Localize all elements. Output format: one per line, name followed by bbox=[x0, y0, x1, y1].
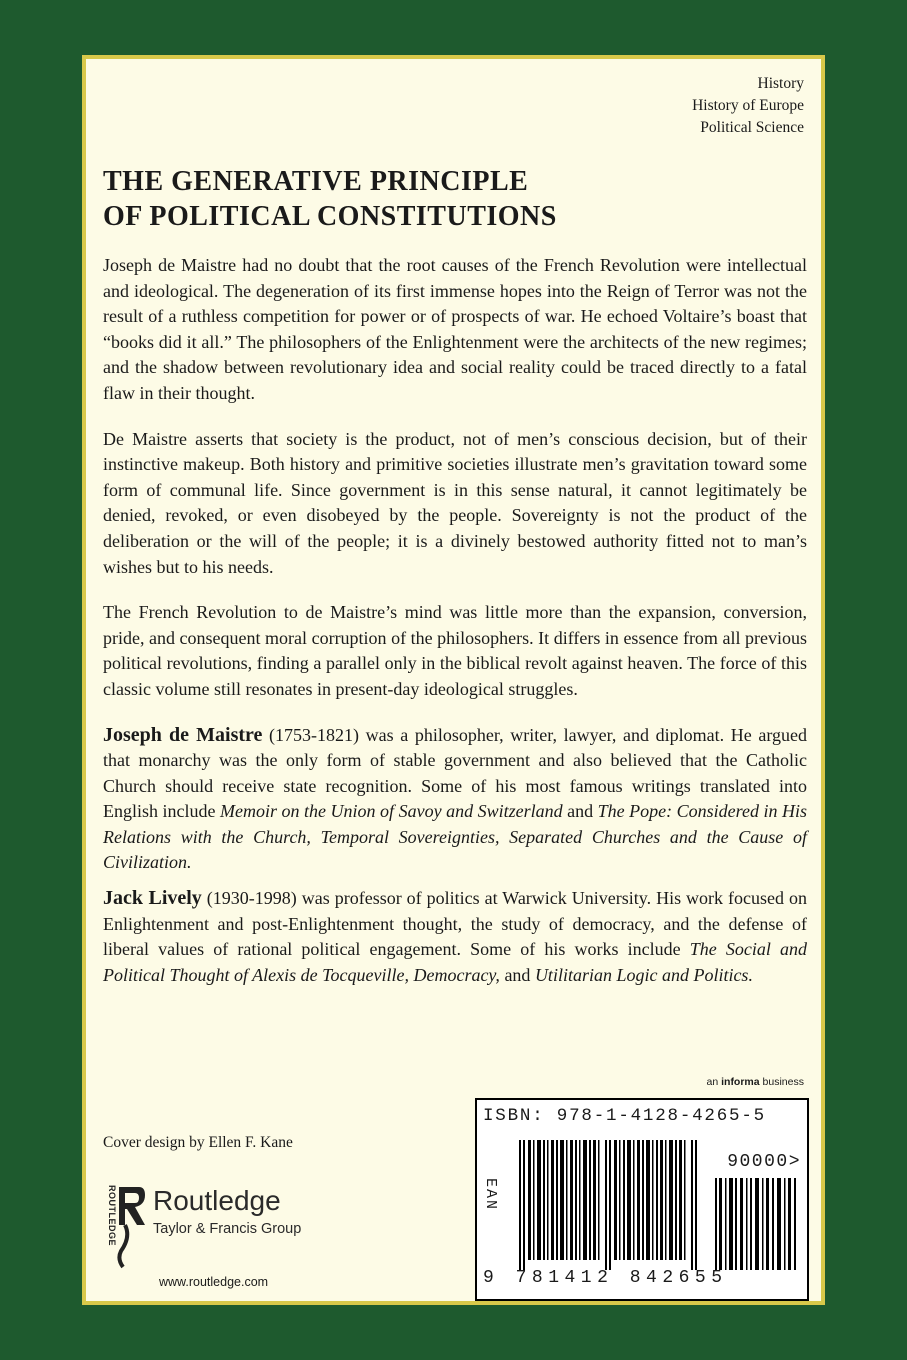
author-work-2: The Pope: Considered in His Relations with the Church, Temporal Sovereignties, Separated Churches and the Cause of Civilization. bbox=[103, 801, 807, 873]
subject-list bbox=[692, 73, 804, 139]
isbn-text: ISBN: 978-1-4128-4265-5 bbox=[483, 1106, 766, 1126]
publisher-url: www.routledge.com bbox=[159, 1275, 269, 1289]
subject-history: History bbox=[757, 75, 804, 92]
price-barcode-bars bbox=[715, 1178, 799, 1270]
blurb-paragraph-1: Joseph de Maistre had no doubt that the root causes of the French Revolution were intellectual and ideological. The degeneration of its first immense hopes into the Reign of Terror was not the result of a ruthless competition for power or of prospects of war. He echoed Voltaire’s boast that “books did it all.” The philosophers of the Enlightenment were the architects of the new regimes; and the shadow between revolutionary idea and social reality could be traced directly to a fatal flaw in their thought. bbox=[103, 255, 807, 403]
editor-bio bbox=[103, 886, 807, 988]
price-code: 90000> bbox=[727, 1152, 801, 1172]
author-bio-text-1: (1753-1821) was a philosopher, writer, lawyer, and diplomat. He argued that monarchy was the only form of stable government and also believed that the Catholic Church should receive state recognition. Some of his most famous writings translated into English include bbox=[103, 724, 807, 822]
barcode-panel bbox=[475, 1098, 809, 1301]
ean-digits: 9 781412 842655 bbox=[483, 1268, 728, 1288]
blurb bbox=[103, 253, 807, 998]
cover-credit: Cover design by Ellen F. Kane bbox=[103, 1134, 293, 1151]
blurb-paragraph-3: The French Revolution to de Maistre’s mind was little more than the expansion, conversion, pride, and consequent moral corruption of the philosophers. It differs in essence from all previous political revolutions, finding a parallel only in the biblical revolt against heaven. The force of this classic volume still resonates in present-day ideological struggles. bbox=[103, 602, 807, 699]
svg-text:ROUTLEDGE: ROUTLEDGE bbox=[107, 1185, 117, 1247]
ean-barcode-bars bbox=[519, 1140, 699, 1270]
informa-prefix: an bbox=[706, 1076, 719, 1088]
editor-works-1: The Social and Political Thought of Alexis de Tocqueville, Democracy, bbox=[103, 939, 807, 985]
editor-bio-text-1: (1930-1998) was professor of politics at Warwick University. His work focused on Enlightenment and post-Enlightenment thought, the study of democracy, and the defense of liberal values of rational political engagement. Some of his works include bbox=[103, 888, 807, 960]
book-title bbox=[103, 164, 803, 234]
back-cover bbox=[82, 55, 825, 1305]
subject-history-of-europe: History of Europe bbox=[692, 97, 804, 114]
informa-tagline bbox=[707, 1076, 805, 1088]
author-bio-text-2: and bbox=[562, 801, 598, 822]
author-bio bbox=[103, 723, 807, 877]
editor-bio-text-2: and bbox=[499, 964, 535, 985]
title-line-2: OF POLITICAL CONSTITUTIONS bbox=[103, 201, 557, 232]
ean-label: EAN bbox=[482, 1178, 499, 1212]
informa-suffix: business bbox=[762, 1076, 804, 1088]
author-name: Joseph de Maistre bbox=[103, 723, 263, 746]
blurb-paragraph-2: De Maistre asserts that society is the product, not of men’s conscious decision, but of their instinctive makeup. Both history and primitive societies illustrate men’s gravitation toward some form of communal life. Since government is in this sense natural, it cannot legitimately be denied, revoked, or even disobeyed by the people. Sovereignty is not the product of the deliberation or the will of the people; it is a divinely bestowed authority fitted not to man’s wishes but to his needs. bbox=[103, 428, 807, 577]
title-line-1: THE GENERATIVE PRINCIPLE bbox=[103, 166, 529, 197]
publisher-group: Taylor & Francis Group bbox=[153, 1221, 302, 1237]
publisher-name: Routledge bbox=[153, 1185, 281, 1216]
subject-political-science: Political Science bbox=[700, 119, 804, 136]
author-work-1: Memoir on the Union of Savoy and Switzerland bbox=[220, 801, 563, 822]
editor-works-2: Utilitarian Logic and Politics. bbox=[534, 964, 753, 985]
editor-name: Jack Lively bbox=[103, 887, 202, 910]
routledge-logo-icon bbox=[103, 1181, 147, 1269]
informa-brand: informa bbox=[721, 1076, 760, 1088]
publisher-block bbox=[103, 1181, 363, 1291]
